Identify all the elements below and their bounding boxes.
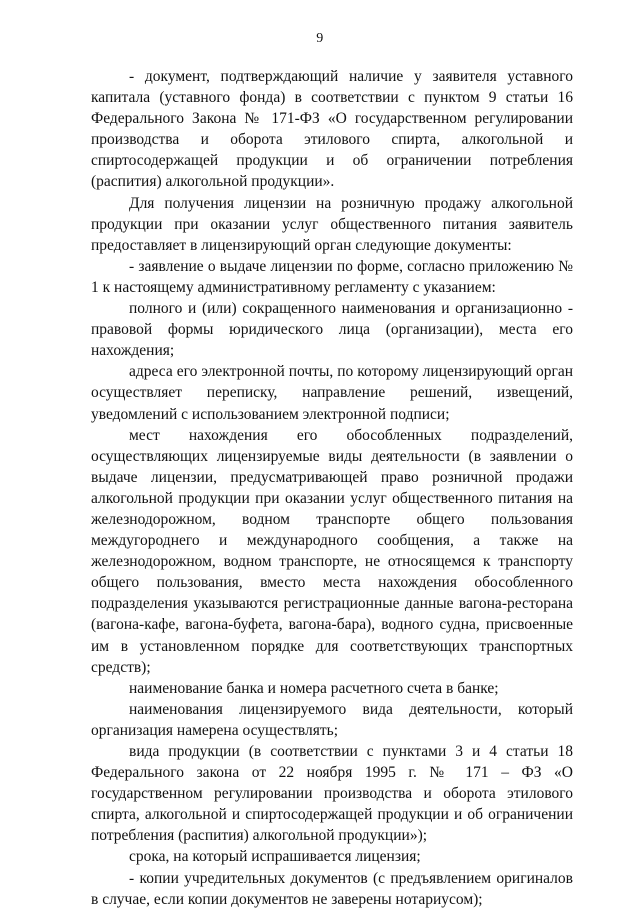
paragraph-product-type: вида продукции (в соответствии с пунктами 3 и 4 статьи 18 Федерального закона от 22 ноября 1995 г. № 171 – ФЗ «О государственном регулировании производства и оборота этилового спирта, алкогольной и спиртосодержащей продукции и об ограничении потребления (распития) алкогольной продукции»); xyxy=(91,743,573,845)
page-number: 9 xyxy=(316,31,324,46)
paragraph-bank-details: наименование банка и номера расчетного счета в банке; xyxy=(129,679,499,697)
paragraph-subdivision-locations: мест нахождения его обособленных подразделений, осуществляющих лицензируемые виды деятельности (в заявлении о выдаче лицензии, предусматривающей право розничной продажи алкогольной продукции при оказании услуг общественного питания на железнодорожном, водном транспорте общего пользования междугороднего и международного сообщения, а также на железнодорожном, водном транспорте, не относящемся к транспорту общего пользования, вместо места нахождения обособленного подразделения указываются регистрационные данные вагона-ресторана (вагона-кафе, вагона-буфета, вагона-бара), водного судна, присвоенные им в установленном порядке для соответствующих транспортных средств); xyxy=(91,426,573,676)
paragraph-license-application-intro: Для получения лицензии на розничную продажу алкогольной продукции при оказании услуг общественного питания заявитель предоставляет в лицензирующий орган следующие документы: xyxy=(91,194,573,254)
document-body xyxy=(91,66,573,910)
paragraph-charter-capital-document: - документ, подтверждающий наличие у заявителя уставного капитала (уставного фонда) в соответствии с пунктом 9 статьи 16 Федерального Закона № 171-ФЗ «О государственном регулировании производства и оборота этилового спирта, алкогольной и спиртосодержащей продукции и об ограничении потребления (распития) алкогольной продукции». xyxy=(91,68,573,191)
paragraph-founding-documents: - копии учредительных документов (с предъявлением оригиналов в случае, если копии документов не заверены нотариусом); xyxy=(91,869,573,908)
paragraph-licensed-activity: наименования лицензируемого вида деятельности, который организация намерена осуществлять; xyxy=(91,700,573,739)
paragraph-organization-name: полного и (или) сокращенного наименования и организационно - правовой формы юридического лица (организации), места его нахождения; xyxy=(91,300,573,360)
paragraph-license-application-form: - заявление о выдаче лицензии по форме, согласно приложению № 1 к настоящему административному регламенту с указанием: xyxy=(91,257,573,296)
paragraph-email-address: адреса его электронной почты, по которому лицензирующий орган осуществляет переписку, направление решений, извещений, уведомлений с использованием электронной подписи; xyxy=(91,363,573,423)
paragraph-license-term: срока, на который испрашивается лицензия; xyxy=(129,848,421,866)
